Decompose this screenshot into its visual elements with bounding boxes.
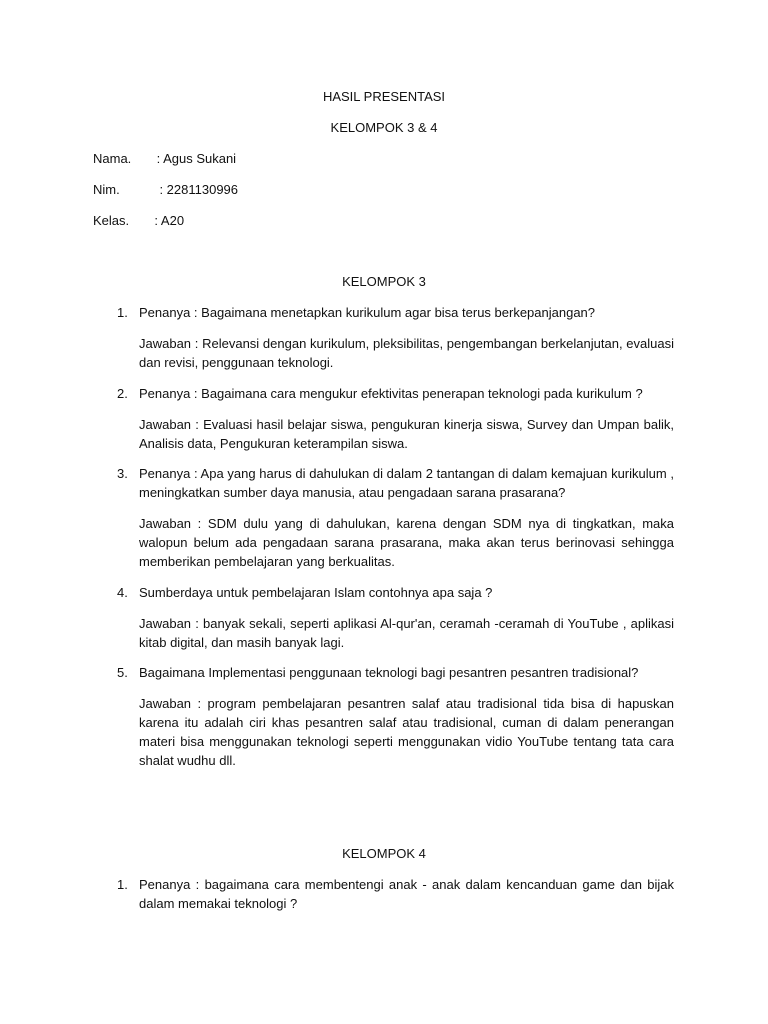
item-number: 1. bbox=[117, 305, 128, 320]
item-number: 2. bbox=[117, 386, 128, 401]
qa-item bbox=[117, 663, 674, 770]
item-number: 5. bbox=[117, 665, 128, 680]
group3-heading: KELOMPOK 3 bbox=[342, 274, 426, 289]
document-title: HASIL PRESENTASI bbox=[322, 89, 446, 104]
answer-text: Jawaban : Relevansi dengan kurikulum, pleksibilitas, pengembangan berkelanjutan, evaluasi dan revisi, penggunaan teknologi. bbox=[139, 336, 674, 370]
document-subtitle: KELOMPOK 3 & 4 bbox=[330, 120, 438, 135]
item-number: 1. bbox=[117, 877, 128, 892]
qa-item bbox=[117, 384, 674, 453]
answer-text: Jawaban : program pembelajaran pesantren salaf atau tradisional tida bisa di hapuskan karena itu adalah ciri khas pesantren salaf atau tradisional, cuman di dalam penerangan materi bisa menggunakan teknologi seperti menggunakan vidio YouTube tentang tata cara shalat wudhu dll. bbox=[139, 696, 674, 768]
question-text: Penanya : Bagaimana cara mengukur efektivitas penerapan teknologi pada kurikulum ? bbox=[139, 386, 643, 401]
answer-text: Jawaban : SDM dulu yang di dahulukan, karena dengan SDM nya di tingkatkan, maka walopun belum ada pengadaan sarana prasarana, maka akan terus berinovasi sehingga memberikan pembelajaran yang berkualitas. bbox=[139, 516, 674, 569]
qa-item bbox=[117, 583, 674, 652]
group4-heading: KELOMPOK 4 bbox=[342, 846, 426, 861]
question-text: Penanya : Bagaimana menetapkan kurikulum agar bisa terus berkepanjangan? bbox=[139, 305, 596, 320]
field-kelas: Kelas. : A20 bbox=[93, 213, 185, 228]
item-number: 4. bbox=[117, 585, 128, 600]
question-text: Bagaimana Implementasi penggunaan teknologi bagi pesantren pesantren tradisional? bbox=[139, 665, 639, 680]
qa-item bbox=[117, 303, 674, 372]
field-nim: Nim. : 2281130996 bbox=[93, 182, 239, 197]
field-nama: Nama. : Agus Sukani bbox=[93, 151, 237, 166]
answer-text: Jawaban : banyak sekali, seperti aplikasi Al-qur'an, ceramah -ceramah di YouTube , aplikasi kitab digital, dan masih banyak lagi. bbox=[139, 616, 674, 650]
question-text: Penanya : bagaimana cara membentengi anak - anak dalam kencanduan game dan bijak dalam memakai teknologi ? bbox=[139, 877, 674, 911]
answer-text: Jawaban : Evaluasi hasil belajar siswa, pengukuran kinerja siswa, Survey dan Umpan balik, Analisis data, Pengukuran keterampilan siswa. bbox=[139, 417, 674, 451]
question-text: Penanya : Apa yang harus di dahulukan di dalam 2 tantangan di dalam kemajuan kurikulum , meningkatkan sumber daya manusia, atau pengadaan sarana prasarana? bbox=[139, 466, 674, 500]
item-number: 3. bbox=[117, 466, 128, 481]
qa-item bbox=[117, 875, 674, 913]
question-text: Sumberdaya untuk pembelajaran Islam contohnya apa saja ? bbox=[139, 585, 493, 600]
qa-item bbox=[117, 464, 674, 571]
